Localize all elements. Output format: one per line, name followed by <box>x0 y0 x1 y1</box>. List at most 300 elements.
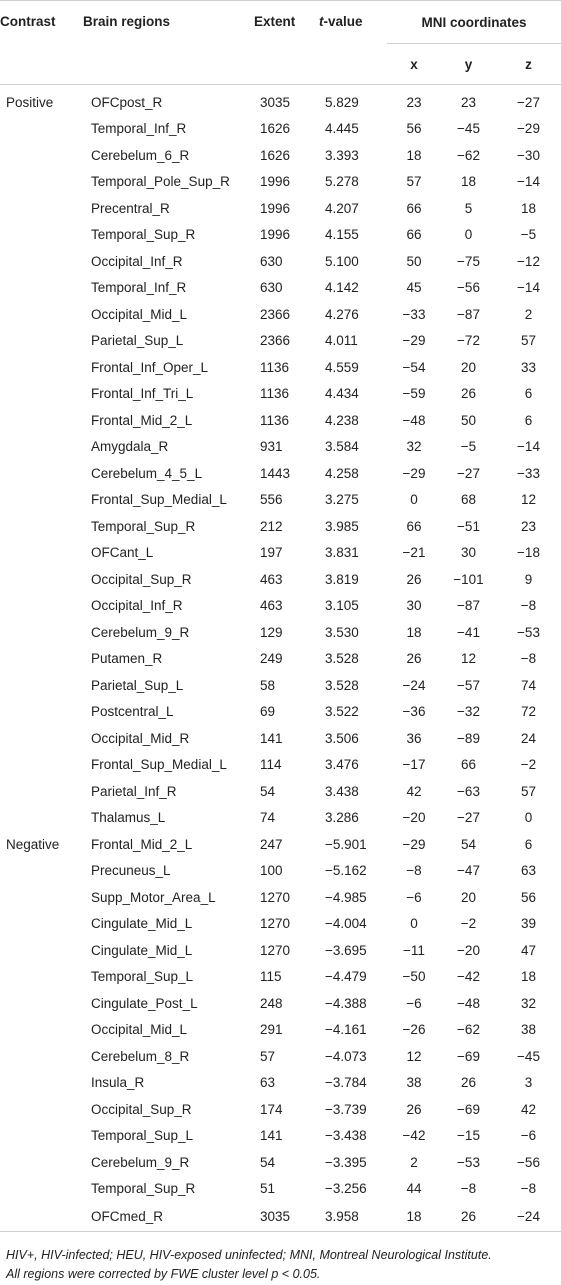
y-coordinate-cell: −75 <box>457 253 480 269</box>
y-coordinate-cell: −62 <box>457 147 480 163</box>
x-coordinate-cell: −11 <box>403 942 425 958</box>
y-coordinate-cell: 50 <box>460 412 477 428</box>
z-coordinate-cell: −29 <box>517 121 540 137</box>
y-coordinate-cell: 20 <box>460 889 477 905</box>
x-coordinate-cell: −29 <box>402 836 426 852</box>
y-coordinate-cell: −32 <box>457 704 480 720</box>
y-coordinate-cell: −42 <box>457 969 480 985</box>
x-coordinate-cell: 26 <box>406 651 422 667</box>
region-cell: Temporal_Sup_R <box>91 1181 196 1197</box>
y-coordinate-cell: −69 <box>457 1101 480 1117</box>
region-cell: Cerebelum_6_R <box>91 147 190 163</box>
t-value-cell: 4.011 <box>325 333 358 349</box>
x-coordinate-cell: −36 <box>402 704 426 720</box>
contrast-cell <box>0 487 83 514</box>
x-coordinate-cell: 32 <box>406 439 422 455</box>
x-coordinate-cell: −54 <box>402 359 426 375</box>
t-value-cell: 3.831 <box>325 545 359 561</box>
y-coordinate-cell: −56 <box>457 280 480 296</box>
t-value-cell: 3.584 <box>325 439 359 455</box>
contrast-cell <box>0 884 83 911</box>
contrast-cell <box>0 1096 83 1123</box>
contrast-cell: Positive <box>6 94 54 110</box>
y-coordinate-cell: −47 <box>457 863 480 879</box>
t-value-cell: 3.528 <box>325 677 359 693</box>
extent-cell: 3035 <box>260 94 291 110</box>
t-value-cell: −3.256 <box>325 1181 367 1197</box>
table-row <box>0 354 561 381</box>
y-coordinate-cell: 20 <box>460 359 477 375</box>
x-coordinate-cell: 23 <box>406 94 422 110</box>
y-coordinate-cell: −8 <box>460 1181 477 1197</box>
region-cell: Frontal_Sup_Medial_L <box>91 757 227 773</box>
z-coordinate-cell: 38 <box>520 1022 537 1038</box>
y-coordinate-cell: −51 <box>457 518 480 534</box>
table-row <box>0 831 561 858</box>
t-value-cell: −3.739 <box>325 1101 367 1117</box>
t-value-cell: −4.004 <box>325 916 367 932</box>
contrast-cell <box>0 1202 83 1232</box>
x-coordinate-cell: 26 <box>406 571 422 587</box>
table-row <box>0 328 561 355</box>
t-value-cell: 3.438 <box>325 783 359 799</box>
region-cell: Frontal_Inf_Tri_L <box>91 386 194 402</box>
table-row <box>0 778 561 805</box>
z-coordinate-cell: −14 <box>517 280 540 296</box>
t-value-cell: −4.479 <box>325 969 367 985</box>
table-row <box>0 937 561 964</box>
header-brain-regions: Brain regions <box>83 1 254 85</box>
extent-cell: 249 <box>260 651 283 667</box>
t-value-cell: 3.275 <box>325 492 359 508</box>
t-value-cell: 4.207 <box>325 200 359 216</box>
region-cell: Precentral_R <box>91 200 170 216</box>
region-cell: Postcentral_L <box>91 704 174 720</box>
z-coordinate-cell: −14 <box>517 174 540 190</box>
contrast-cell <box>0 752 83 779</box>
z-coordinate-cell: −12 <box>517 253 540 269</box>
x-coordinate-cell: 18 <box>406 624 422 640</box>
x-coordinate-cell: 66 <box>406 200 422 216</box>
contrast-cell <box>0 725 83 752</box>
y-coordinate-cell: 5 <box>464 200 473 216</box>
t-value-cell: −3.784 <box>325 1075 367 1091</box>
extent-cell: 100 <box>260 863 283 879</box>
contrast-cell <box>0 354 83 381</box>
table-row <box>0 911 561 938</box>
header-contrast: Contrast <box>0 1 83 85</box>
contrast-cell <box>0 513 83 540</box>
region-cell: Cerebelum_8_R <box>91 1048 190 1064</box>
z-coordinate-cell: 9 <box>524 571 533 587</box>
extent-cell: 1996 <box>260 227 291 243</box>
table-row <box>0 116 561 143</box>
table-row <box>0 195 561 222</box>
contrast-cell <box>0 911 83 938</box>
table-row <box>0 858 561 885</box>
t-value-cell: −3.695 <box>325 942 367 958</box>
y-coordinate-cell: −63 <box>457 783 480 799</box>
y-coordinate-cell: −48 <box>457 995 480 1011</box>
contrast-cell <box>0 460 83 487</box>
extent-cell: 63 <box>260 1075 276 1091</box>
extent-cell: 463 <box>260 598 283 614</box>
region-cell: Cingulate_Mid_L <box>91 916 193 932</box>
t-value-cell: −5.901 <box>325 836 367 852</box>
x-coordinate-cell: 57 <box>406 174 422 190</box>
t-value-cell: 5.100 <box>325 253 359 269</box>
x-coordinate-cell: −29 <box>402 333 426 349</box>
extent-cell: 463 <box>260 571 283 587</box>
contrast-cell <box>0 937 83 964</box>
t-value-cell: −3.395 <box>325 1154 367 1170</box>
z-coordinate-cell: 24 <box>520 730 537 746</box>
x-coordinate-cell: −6 <box>406 995 422 1011</box>
table-row <box>0 222 561 249</box>
contrast-cell <box>0 990 83 1017</box>
z-coordinate-cell: −18 <box>517 545 540 561</box>
extent-cell: 291 <box>260 1022 283 1038</box>
t-value-cell: 3.819 <box>325 571 359 587</box>
z-coordinate-cell: 18 <box>520 969 537 985</box>
footnote-correction: All regions were corrected by FWE cluster level p < 0.05. <box>6 1267 321 1281</box>
contrast-cell <box>0 195 83 222</box>
extent-cell: 1626 <box>260 121 291 137</box>
table-row <box>0 85 561 116</box>
table-row <box>0 1043 561 1070</box>
z-coordinate-cell: 33 <box>520 359 537 375</box>
region-cell: Cerebelum_4_5_L <box>91 465 203 481</box>
header-x: x <box>387 44 441 85</box>
x-coordinate-cell: −20 <box>402 810 426 826</box>
x-coordinate-cell: 30 <box>406 598 422 614</box>
table-row <box>0 1176 561 1203</box>
table-row <box>0 540 561 567</box>
z-coordinate-cell: 42 <box>520 1101 537 1117</box>
extent-cell: 141 <box>260 730 283 746</box>
contrast-cell <box>0 1043 83 1070</box>
table-row <box>0 460 561 487</box>
region-cell: Occipital_Sup_R <box>91 571 192 587</box>
table-row <box>0 805 561 832</box>
t-value-cell: 3.393 <box>325 147 359 163</box>
region-cell: Parietal_Inf_R <box>91 783 177 799</box>
table-row <box>0 434 561 461</box>
y-coordinate-cell: −69 <box>457 1048 480 1064</box>
contrast-cell: Negative <box>6 836 60 852</box>
z-coordinate-cell: 39 <box>520 916 537 932</box>
region-cell: Supp_Motor_Area_L <box>91 889 216 905</box>
region-cell: Occipital_Mid_R <box>91 730 190 746</box>
table-row <box>0 646 561 673</box>
x-coordinate-cell: −42 <box>402 1128 426 1144</box>
contrast-cell <box>0 540 83 567</box>
z-coordinate-cell: −30 <box>517 147 540 163</box>
z-coordinate-cell: −56 <box>517 1154 540 1170</box>
region-cell: Temporal_Sup_L <box>91 1128 194 1144</box>
region-cell: OFCant_L <box>91 545 154 561</box>
extent-cell: 197 <box>260 545 283 561</box>
extent-cell: 74 <box>260 810 276 826</box>
extent-cell: 141 <box>260 1128 283 1144</box>
x-coordinate-cell: 44 <box>406 1181 422 1197</box>
t-value-cell: 3.105 <box>325 598 359 614</box>
z-coordinate-cell: −27 <box>517 94 540 110</box>
contrast-cell <box>0 328 83 355</box>
footnote-abbreviations: HIV+, HIV-infected; HEU, HIV-exposed uninfected; MNI, Montreal Neurological Institute. <box>6 1248 492 1262</box>
region-cell: Amygdala_R <box>91 439 169 455</box>
region-cell: Temporal_Inf_R <box>91 121 187 137</box>
y-coordinate-cell: 30 <box>460 545 477 561</box>
extent-cell: 212 <box>260 518 283 534</box>
table-row <box>0 1096 561 1123</box>
region-cell: Occipital_Inf_R <box>91 253 183 269</box>
x-coordinate-cell: 0 <box>410 916 418 932</box>
y-coordinate-cell: −101 <box>453 571 484 587</box>
z-coordinate-cell: 6 <box>524 386 533 402</box>
table-row <box>0 248 561 275</box>
region-cell: Parietal_Sup_L <box>91 677 184 693</box>
region-cell: Cerebelum_9_R <box>91 624 190 640</box>
region-cell: Temporal_Inf_R <box>91 280 187 296</box>
z-coordinate-cell: 0 <box>524 810 533 826</box>
contrast-cell <box>0 1017 83 1044</box>
y-coordinate-cell: −62 <box>457 1022 480 1038</box>
region-cell: OFCpost_R <box>91 94 163 110</box>
t-value-cell: 3.286 <box>325 810 359 826</box>
y-coordinate-cell: −20 <box>457 942 480 958</box>
x-coordinate-cell: 18 <box>406 147 422 163</box>
contrast-cell <box>0 1149 83 1176</box>
region-cell: Frontal_Sup_Medial_L <box>91 492 227 508</box>
contrast-cell <box>0 381 83 408</box>
x-coordinate-cell: 0 <box>410 492 418 508</box>
extent-cell: 51 <box>260 1181 276 1197</box>
t-value-cell: −4.073 <box>325 1048 367 1064</box>
y-coordinate-cell: −87 <box>457 306 480 322</box>
table-row <box>0 964 561 991</box>
extent-cell: 2366 <box>260 306 291 322</box>
table-row <box>0 566 561 593</box>
t-value-cell: 3.985 <box>325 518 359 534</box>
z-coordinate-cell: −14 <box>517 439 540 455</box>
table-row <box>0 699 561 726</box>
region-cell: Temporal_Sup_R <box>91 227 196 243</box>
table-row <box>0 884 561 911</box>
z-coordinate-cell: 18 <box>520 200 537 216</box>
y-coordinate-cell: −27 <box>457 810 480 826</box>
table-row <box>0 301 561 328</box>
z-coordinate-cell: −8 <box>520 651 537 667</box>
x-coordinate-cell: −8 <box>406 863 422 879</box>
contrast-cell <box>0 1070 83 1097</box>
header-z: z <box>496 44 561 85</box>
contrast-cell <box>0 964 83 991</box>
region-cell: Frontal_Inf_Oper_L <box>91 359 209 375</box>
x-coordinate-cell: −50 <box>402 969 426 985</box>
table-row <box>0 752 561 779</box>
t-value-cell: 3.528 <box>325 651 359 667</box>
extent-cell: 1443 <box>260 465 291 481</box>
x-coordinate-cell: 66 <box>406 227 422 243</box>
t-value-cell: 5.278 <box>325 174 359 190</box>
z-coordinate-cell: 74 <box>520 677 537 693</box>
header-t-suffix: -value <box>323 14 363 29</box>
z-coordinate-cell: −5 <box>520 227 537 243</box>
x-coordinate-cell: 12 <box>406 1048 422 1064</box>
table-row <box>0 407 561 434</box>
table-row <box>0 142 561 169</box>
contrast-cell <box>0 1123 83 1150</box>
t-value-cell: −5.162 <box>325 863 367 879</box>
contrast-cell <box>0 858 83 885</box>
t-value-cell: 5.829 <box>325 94 359 110</box>
extent-cell: 1626 <box>260 147 291 163</box>
header-y: y <box>441 44 496 85</box>
x-coordinate-cell: 38 <box>406 1075 422 1091</box>
z-coordinate-cell: −24 <box>496 1202 561 1232</box>
x-coordinate-cell: −17 <box>402 757 426 773</box>
y-coordinate-cell: 0 <box>464 227 473 243</box>
region-cell: Thalamus_L <box>91 810 166 826</box>
extent-cell: 54 <box>260 783 276 799</box>
region-cell: Cingulate_Mid_L <box>91 942 193 958</box>
z-coordinate-cell: 63 <box>520 863 537 879</box>
extent-cell: 115 <box>260 969 282 985</box>
y-coordinate-cell: −41 <box>457 624 480 640</box>
extent-cell: 247 <box>260 836 283 852</box>
region-cell: Putamen_R <box>91 651 163 667</box>
table-row <box>0 619 561 646</box>
z-coordinate-cell: 3 <box>524 1075 533 1091</box>
x-coordinate-cell: 45 <box>406 280 422 296</box>
x-coordinate-cell: −29 <box>402 465 426 481</box>
z-coordinate-cell: 47 <box>520 942 537 958</box>
y-coordinate-cell: −72 <box>457 333 480 349</box>
table-row <box>0 487 561 514</box>
extent-cell: 630 <box>260 280 283 296</box>
table-row <box>0 381 561 408</box>
y-coordinate-cell: −89 <box>457 730 480 746</box>
header-mni-coordinates: MNI coordinates <box>387 1 561 44</box>
contrast-cell <box>0 566 83 593</box>
contrast-cell <box>0 116 83 143</box>
z-coordinate-cell: 72 <box>520 704 537 720</box>
region-cell: OFCmed_R <box>83 1202 254 1232</box>
table-row <box>0 275 561 302</box>
x-coordinate-cell: 18 <box>387 1202 441 1232</box>
extent-cell: 2366 <box>260 333 291 349</box>
table-header <box>0 1 561 85</box>
y-coordinate-cell: 54 <box>460 836 477 852</box>
t-value-cell: 4.155 <box>325 227 359 243</box>
x-coordinate-cell: 36 <box>406 730 422 746</box>
region-cell: Frontal_Mid_2_L <box>91 412 193 428</box>
z-coordinate-cell: 57 <box>520 333 537 349</box>
y-coordinate-cell: 68 <box>460 492 477 508</box>
y-coordinate-cell: 26 <box>460 1075 477 1091</box>
table-body <box>0 85 561 1232</box>
z-coordinate-cell: 23 <box>520 518 537 534</box>
region-cell: Parietal_Sup_L <box>91 333 184 349</box>
y-coordinate-cell: 26 <box>441 1202 496 1232</box>
t-value-cell: −4.985 <box>325 889 367 905</box>
y-coordinate-cell: 66 <box>460 757 477 773</box>
contrast-cell <box>0 275 83 302</box>
extent-cell: 1996 <box>260 200 291 216</box>
t-value-cell: 4.258 <box>325 465 359 481</box>
x-coordinate-cell: 66 <box>406 518 422 534</box>
extent-cell: 69 <box>260 704 276 720</box>
extent-cell: 174 <box>260 1101 283 1117</box>
x-coordinate-cell: −26 <box>402 1022 426 1038</box>
z-coordinate-cell: −2 <box>520 757 537 773</box>
table-row <box>0 1123 561 1150</box>
region-cell: Cingulate_Post_L <box>91 995 198 1011</box>
table-row <box>0 1149 561 1176</box>
z-coordinate-cell: −45 <box>517 1048 540 1064</box>
t-value-cell: 3.506 <box>325 730 359 746</box>
y-coordinate-cell: −57 <box>457 677 480 693</box>
contrast-cell <box>0 1176 83 1203</box>
contrast-cell <box>0 778 83 805</box>
z-coordinate-cell: −53 <box>517 624 540 640</box>
table-row <box>0 593 561 620</box>
region-cell: Temporal_Sup_R <box>91 518 196 534</box>
y-coordinate-cell: 26 <box>460 386 477 402</box>
contrast-cell <box>0 407 83 434</box>
y-coordinate-cell: −15 <box>457 1128 480 1144</box>
t-value-cell: 4.238 <box>325 412 359 428</box>
t-value-cell: 3.958 <box>319 1202 387 1232</box>
extent-cell: 3035 <box>254 1202 319 1232</box>
t-value-cell: −4.388 <box>325 995 367 1011</box>
contrast-cell <box>0 248 83 275</box>
region-cell: Occipital_Mid_L <box>91 306 188 322</box>
t-value-cell: −3.438 <box>325 1128 367 1144</box>
contrast-cell <box>0 699 83 726</box>
x-coordinate-cell: −21 <box>402 545 426 561</box>
region-cell: Temporal_Pole_Sup_R <box>91 174 230 190</box>
extent-cell: 57 <box>260 1048 276 1064</box>
contrast-cell <box>0 222 83 249</box>
y-coordinate-cell: −87 <box>457 598 480 614</box>
z-coordinate-cell: −8 <box>520 598 537 614</box>
z-coordinate-cell: −6 <box>520 1128 537 1144</box>
header-t-italic: t <box>319 14 324 29</box>
extent-cell: 556 <box>260 492 283 508</box>
region-cell: Insula_R <box>91 1075 145 1091</box>
z-coordinate-cell: 2 <box>524 306 533 322</box>
contrast-cell <box>0 619 83 646</box>
z-coordinate-cell: 56 <box>520 889 537 905</box>
extent-cell: 129 <box>260 624 283 640</box>
extent-cell: 1270 <box>260 942 291 958</box>
table-row <box>0 1017 561 1044</box>
x-coordinate-cell: 42 <box>406 783 422 799</box>
region-cell: Precuneus_L <box>91 863 171 879</box>
table-footnote <box>0 1232 561 1284</box>
t-value-cell: −4.161 <box>325 1022 367 1038</box>
x-coordinate-cell: −24 <box>402 677 426 693</box>
region-cell: Occipital_Sup_R <box>91 1101 192 1117</box>
extent-cell: 1996 <box>260 174 291 190</box>
header-t-value <box>319 1 387 85</box>
x-coordinate-cell: −48 <box>402 412 426 428</box>
z-coordinate-cell: 12 <box>520 492 537 508</box>
contrast-cell <box>0 646 83 673</box>
y-coordinate-cell: −27 <box>457 465 480 481</box>
